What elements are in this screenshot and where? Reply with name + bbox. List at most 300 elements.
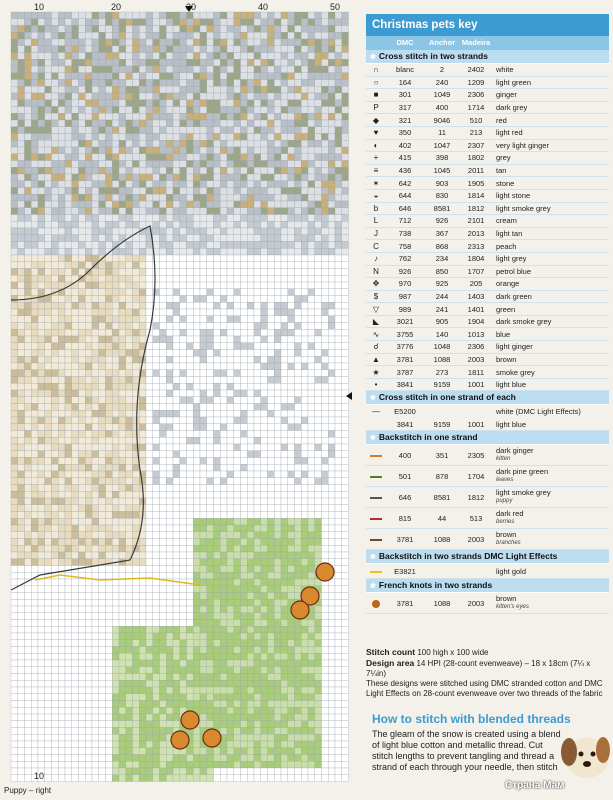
chart-cell bbox=[173, 100, 180, 107]
chart-cell bbox=[18, 647, 25, 654]
chart-cell bbox=[261, 599, 268, 606]
chart-cell bbox=[227, 539, 234, 546]
chart-cell bbox=[38, 248, 45, 255]
chart-cell bbox=[58, 323, 65, 330]
chart-cell bbox=[308, 579, 315, 586]
chart-cell bbox=[193, 478, 200, 485]
chart-cell bbox=[58, 444, 65, 451]
chart-cell bbox=[31, 329, 38, 336]
chart-cell bbox=[52, 32, 59, 39]
chart-cell bbox=[328, 316, 335, 323]
chart-cell bbox=[268, 59, 275, 66]
chart-cell bbox=[241, 100, 248, 107]
chart-cell bbox=[25, 680, 32, 687]
chart-cell bbox=[200, 66, 207, 73]
chart-cell bbox=[52, 377, 59, 384]
chart-cell bbox=[92, 377, 99, 384]
chart-cell bbox=[207, 174, 214, 181]
chart-cell bbox=[187, 336, 194, 343]
chart-cell bbox=[193, 336, 200, 343]
chart-cell bbox=[288, 120, 295, 127]
chart-cell bbox=[227, 39, 234, 46]
chart-cell bbox=[288, 397, 295, 404]
chart-cell bbox=[160, 296, 167, 303]
chart-cell bbox=[52, 120, 59, 127]
chart-cell bbox=[45, 107, 52, 114]
chart-cell bbox=[146, 73, 153, 80]
chart-cell bbox=[200, 363, 207, 370]
chart-cell bbox=[335, 579, 342, 586]
chart-cell bbox=[315, 539, 322, 546]
chart-cell bbox=[207, 377, 214, 384]
chart-cell bbox=[328, 194, 335, 201]
chart-cell bbox=[241, 485, 248, 492]
chart-cell bbox=[322, 329, 329, 336]
chart-cell bbox=[79, 525, 86, 532]
chart-cell bbox=[79, 107, 86, 114]
chart-cell bbox=[281, 289, 288, 296]
chart-cell bbox=[193, 410, 200, 417]
chart-cell bbox=[254, 586, 261, 593]
chart-cell bbox=[247, 167, 254, 174]
chart-cell bbox=[106, 221, 113, 228]
chart-cell bbox=[92, 397, 99, 404]
chart-cell bbox=[328, 329, 335, 336]
chart-cell bbox=[214, 296, 221, 303]
chart-cell bbox=[25, 242, 32, 249]
chart-cell bbox=[335, 86, 342, 93]
chart-cell bbox=[200, 73, 207, 80]
chart-cell bbox=[85, 397, 92, 404]
chart-cell bbox=[328, 525, 335, 532]
chart-cell bbox=[308, 437, 315, 444]
chart-cell bbox=[99, 174, 106, 181]
chart-cell bbox=[65, 552, 72, 559]
chart-cell bbox=[234, 512, 241, 519]
chart-cell bbox=[92, 316, 99, 323]
chart-cell bbox=[180, 512, 187, 519]
chart-cell bbox=[342, 242, 349, 249]
chart-cell bbox=[180, 275, 187, 282]
chart-cell bbox=[214, 93, 221, 100]
chart-cell bbox=[11, 593, 18, 600]
chart-cell bbox=[160, 545, 167, 552]
chart-cell bbox=[193, 593, 200, 600]
chart-cell bbox=[146, 539, 153, 546]
chart-cell bbox=[187, 613, 194, 620]
chart-cell bbox=[146, 390, 153, 397]
chart-cell bbox=[45, 613, 52, 620]
chart-cell bbox=[65, 525, 72, 532]
chart-cell bbox=[166, 653, 173, 660]
chart-cell bbox=[288, 471, 295, 478]
chart-cell bbox=[261, 140, 268, 147]
chart-cell bbox=[274, 431, 281, 438]
chart-cell bbox=[173, 329, 180, 336]
chart-cell bbox=[220, 383, 227, 390]
chart-cell bbox=[268, 505, 275, 512]
chart-cell bbox=[254, 154, 261, 161]
chart-cell bbox=[220, 667, 227, 674]
chart-cell bbox=[180, 498, 187, 505]
chart-cell bbox=[112, 431, 119, 438]
chart-cell bbox=[146, 39, 153, 46]
chart-cell bbox=[214, 12, 221, 19]
chart-cell bbox=[200, 113, 207, 120]
chart-cell bbox=[220, 566, 227, 573]
chart-cell bbox=[31, 620, 38, 627]
chart-cell bbox=[25, 674, 32, 681]
chart-cell bbox=[38, 113, 45, 120]
chart-cell bbox=[295, 323, 302, 330]
chart-cell bbox=[166, 127, 173, 134]
chart-cell bbox=[214, 478, 221, 485]
chart-cell bbox=[207, 640, 214, 647]
chart-cell bbox=[301, 107, 308, 114]
chart-cell bbox=[31, 606, 38, 613]
chart-cell bbox=[241, 356, 248, 363]
chart-cell bbox=[79, 647, 86, 654]
chart-cell bbox=[254, 350, 261, 357]
chart-cell bbox=[193, 647, 200, 654]
chart-cell bbox=[214, 309, 221, 316]
chart-cell bbox=[241, 471, 248, 478]
chart-cell bbox=[160, 343, 167, 350]
chart-cell bbox=[11, 653, 18, 660]
chart-cell bbox=[315, 667, 322, 674]
chart-cell bbox=[261, 383, 268, 390]
chart-cell bbox=[166, 188, 173, 195]
chart-cell bbox=[288, 451, 295, 458]
chart-cell bbox=[106, 66, 113, 73]
chart-cell bbox=[322, 431, 329, 438]
chart-cell bbox=[322, 451, 329, 458]
chart-cell bbox=[322, 485, 329, 492]
chart-cell bbox=[99, 248, 106, 255]
chart-cell bbox=[133, 134, 140, 141]
chart-cell bbox=[173, 491, 180, 498]
chart-cell bbox=[220, 505, 227, 512]
chart-cell bbox=[99, 194, 106, 201]
chart-cell bbox=[281, 269, 288, 276]
chart-cell bbox=[227, 242, 234, 249]
chart-cell bbox=[38, 680, 45, 687]
chart-cell bbox=[335, 221, 342, 228]
chart-cell bbox=[295, 572, 302, 579]
chart-cell bbox=[45, 26, 52, 33]
chart-cell bbox=[31, 228, 38, 235]
chart-cell bbox=[193, 323, 200, 330]
chart-cell bbox=[58, 363, 65, 370]
chart-cell bbox=[133, 167, 140, 174]
chart-cell bbox=[220, 431, 227, 438]
chart-cell bbox=[180, 262, 187, 269]
chart-cell bbox=[11, 370, 18, 377]
chart-cell bbox=[295, 424, 302, 431]
chart-cell bbox=[308, 485, 315, 492]
chart-cell bbox=[315, 161, 322, 168]
chart-cell bbox=[207, 161, 214, 168]
chart-cell bbox=[328, 46, 335, 53]
chart-cell bbox=[295, 647, 302, 654]
chart-cell bbox=[308, 66, 315, 73]
chart-cell bbox=[126, 113, 133, 120]
chart-cell bbox=[328, 552, 335, 559]
chart-cell bbox=[301, 370, 308, 377]
chart-cell bbox=[139, 424, 146, 431]
chart-cell bbox=[214, 134, 221, 141]
chart-cell bbox=[335, 464, 342, 471]
chart-cell bbox=[180, 53, 187, 60]
chart-cell bbox=[254, 46, 261, 53]
chart-cell bbox=[166, 424, 173, 431]
chart-cell bbox=[45, 161, 52, 168]
chart-cell bbox=[274, 262, 281, 269]
chart-cell bbox=[207, 633, 214, 640]
chart-cell bbox=[58, 552, 65, 559]
chart-cell bbox=[261, 255, 268, 262]
chart-cell bbox=[315, 86, 322, 93]
chart-cell bbox=[322, 32, 329, 39]
chart-cell bbox=[139, 437, 146, 444]
chart-cell bbox=[65, 120, 72, 127]
chart-cell bbox=[335, 471, 342, 478]
chart-cell bbox=[173, 73, 180, 80]
chart-cell bbox=[261, 26, 268, 33]
chart-cell bbox=[234, 127, 241, 134]
chart-cell bbox=[133, 73, 140, 80]
chart-cell bbox=[173, 545, 180, 552]
chart-cell bbox=[261, 572, 268, 579]
chart-cell bbox=[58, 12, 65, 19]
chart-cell bbox=[187, 539, 194, 546]
chart-cell bbox=[99, 39, 106, 46]
chart-cell bbox=[335, 370, 342, 377]
chart-cell bbox=[126, 255, 133, 262]
chart-cell bbox=[173, 397, 180, 404]
chart-cell bbox=[11, 417, 18, 424]
chart-cell bbox=[207, 417, 214, 424]
chart-cell bbox=[99, 647, 106, 654]
chart-cell bbox=[247, 356, 254, 363]
chart-cell bbox=[52, 485, 59, 492]
chart-cell bbox=[187, 282, 194, 289]
chart-cell bbox=[295, 26, 302, 33]
chart-cell bbox=[133, 120, 140, 127]
chart-cell bbox=[25, 66, 32, 73]
chart-cell bbox=[288, 660, 295, 667]
chart-cell bbox=[220, 147, 227, 154]
chart-cell bbox=[308, 113, 315, 120]
chart-cell bbox=[79, 309, 86, 316]
chart-cell bbox=[65, 593, 72, 600]
chart-cell bbox=[308, 86, 315, 93]
chart-cell bbox=[146, 593, 153, 600]
chart-cell bbox=[315, 437, 322, 444]
chart-cell bbox=[308, 221, 315, 228]
chart-cell bbox=[234, 66, 241, 73]
chart-cell bbox=[119, 471, 126, 478]
chart-cell bbox=[133, 667, 140, 674]
chart-cell bbox=[342, 444, 349, 451]
chart-cell bbox=[173, 356, 180, 363]
chart-cell bbox=[133, 215, 140, 222]
chart-cell bbox=[315, 458, 322, 465]
chart-cell bbox=[173, 167, 180, 174]
chart-cell bbox=[220, 235, 227, 242]
chart-cell bbox=[58, 154, 65, 161]
chart-cell bbox=[342, 525, 349, 532]
chart-cell bbox=[133, 559, 140, 566]
chart-cell bbox=[92, 437, 99, 444]
chart-cell bbox=[261, 444, 268, 451]
chart-cell bbox=[106, 370, 113, 377]
chart-cell bbox=[119, 255, 126, 262]
chart-cell bbox=[58, 498, 65, 505]
chart-cell bbox=[11, 356, 18, 363]
chart-cell bbox=[328, 451, 335, 458]
chart-cell bbox=[31, 262, 38, 269]
chart-cell bbox=[65, 350, 72, 357]
chart-cell bbox=[85, 478, 92, 485]
chart-cell bbox=[247, 242, 254, 249]
chart-cell bbox=[322, 498, 329, 505]
chart-cell bbox=[180, 545, 187, 552]
chart-cell bbox=[52, 255, 59, 262]
chart-cell bbox=[274, 201, 281, 208]
chart-cell bbox=[214, 599, 221, 606]
chart-cell bbox=[31, 73, 38, 80]
chart-cell bbox=[220, 512, 227, 519]
chart-cell bbox=[65, 107, 72, 114]
chart-cell bbox=[92, 545, 99, 552]
chart-cell bbox=[133, 491, 140, 498]
chart-cell bbox=[99, 228, 106, 235]
chart-cell bbox=[160, 154, 167, 161]
chart-cell bbox=[180, 444, 187, 451]
chart-cell bbox=[335, 316, 342, 323]
chart-cell bbox=[322, 66, 329, 73]
chart-cell bbox=[342, 377, 349, 384]
chart-cell bbox=[268, 660, 275, 667]
chart-cell bbox=[25, 424, 32, 431]
chart-cell bbox=[166, 660, 173, 667]
chart-cell bbox=[92, 269, 99, 276]
chart-cell bbox=[220, 680, 227, 687]
chart-cell bbox=[106, 228, 113, 235]
chart-cell bbox=[227, 512, 234, 519]
chart-cell bbox=[18, 93, 25, 100]
chart-cell bbox=[139, 626, 146, 633]
chart-cell bbox=[254, 525, 261, 532]
chart-cell bbox=[99, 539, 106, 546]
chart-cell bbox=[227, 660, 234, 667]
chart-cell bbox=[261, 134, 268, 141]
chart-cell bbox=[220, 289, 227, 296]
chart-cell bbox=[85, 329, 92, 336]
chart-cell bbox=[241, 552, 248, 559]
chart-cell bbox=[72, 498, 79, 505]
chart-cell bbox=[45, 383, 52, 390]
chart-cell bbox=[79, 174, 86, 181]
chart-cell bbox=[11, 235, 18, 242]
chart-cell bbox=[126, 93, 133, 100]
chart-cell bbox=[328, 424, 335, 431]
chart-cell bbox=[180, 80, 187, 87]
chart-cell bbox=[261, 336, 268, 343]
chart-cell bbox=[207, 431, 214, 438]
chart-cell bbox=[79, 424, 86, 431]
chart-cell bbox=[126, 154, 133, 161]
chart-cell bbox=[85, 667, 92, 674]
chart-cell bbox=[11, 282, 18, 289]
chart-cell bbox=[254, 491, 261, 498]
chart-cell bbox=[214, 147, 221, 154]
chart-cell bbox=[139, 100, 146, 107]
chart-cell bbox=[241, 39, 248, 46]
chart-cell bbox=[227, 188, 234, 195]
chart-cell bbox=[146, 451, 153, 458]
chart-cell bbox=[214, 269, 221, 276]
chart-cell bbox=[342, 370, 349, 377]
chart-cell bbox=[342, 316, 349, 323]
chart-cell bbox=[241, 370, 248, 377]
chart-cell bbox=[220, 269, 227, 276]
chart-cell bbox=[79, 120, 86, 127]
chart-cell bbox=[38, 336, 45, 343]
chart-cell bbox=[92, 80, 99, 87]
chart-cell bbox=[72, 12, 79, 19]
chart-cell bbox=[328, 167, 335, 174]
chart-cell bbox=[180, 208, 187, 215]
chart-cell bbox=[234, 161, 241, 168]
chart-cell bbox=[308, 242, 315, 249]
chart-cell bbox=[79, 127, 86, 134]
chart-cell bbox=[187, 107, 194, 114]
chart-cell bbox=[342, 640, 349, 647]
chart-cell bbox=[241, 93, 248, 100]
chart-cell bbox=[106, 316, 113, 323]
chart-cell bbox=[92, 451, 99, 458]
chart-cell bbox=[342, 39, 349, 46]
chart-cell bbox=[52, 181, 59, 188]
chart-cell bbox=[288, 93, 295, 100]
chart-cell bbox=[335, 458, 342, 465]
chart-cell bbox=[247, 113, 254, 120]
chart-cell bbox=[92, 363, 99, 370]
chart-cell bbox=[301, 545, 308, 552]
chart-cell bbox=[65, 390, 72, 397]
chart-cell bbox=[301, 444, 308, 451]
chart-cell bbox=[99, 424, 106, 431]
chart-cell bbox=[153, 181, 160, 188]
chart-cell bbox=[214, 539, 221, 546]
chart-cell bbox=[45, 336, 52, 343]
chart-cell bbox=[241, 221, 248, 228]
chart-cell bbox=[200, 93, 207, 100]
chart-cell bbox=[166, 201, 173, 208]
chart-cell bbox=[18, 46, 25, 53]
chart-cell bbox=[139, 566, 146, 573]
chart-cell bbox=[328, 485, 335, 492]
chart-cell bbox=[119, 147, 126, 154]
chart-cell bbox=[31, 660, 38, 667]
chart-cell bbox=[139, 269, 146, 276]
chart-cell bbox=[99, 86, 106, 93]
chart-cell bbox=[52, 93, 59, 100]
chart-cell bbox=[173, 323, 180, 330]
chart-cell bbox=[79, 363, 86, 370]
